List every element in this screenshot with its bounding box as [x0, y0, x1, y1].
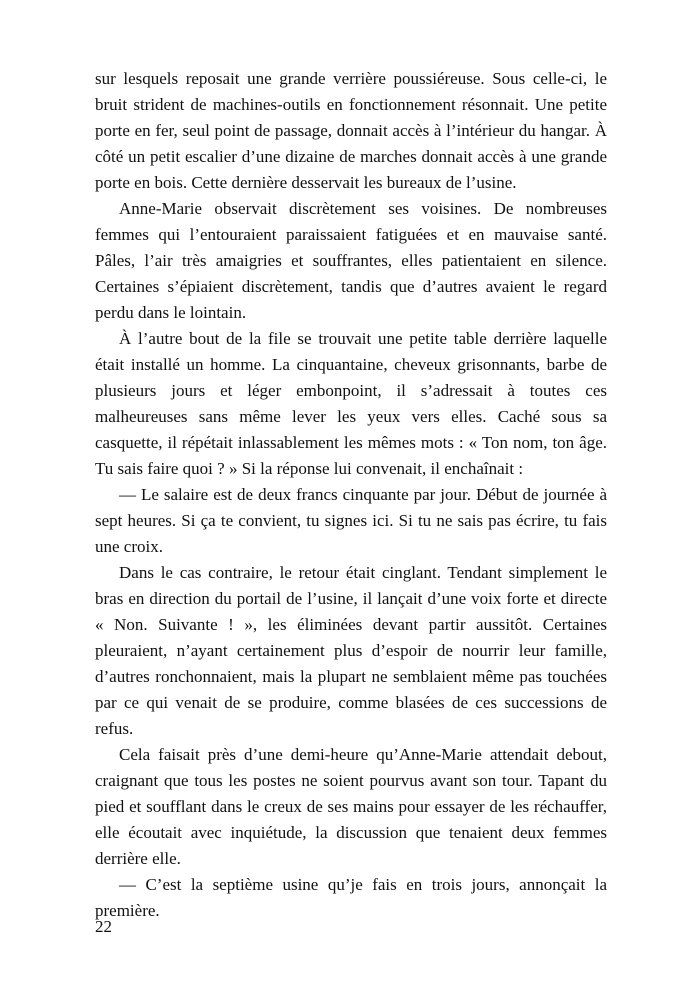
page-number: 22	[95, 917, 112, 936]
paragraph-5: Dans le cas contraire, le retour était cinglant. Tendant simplement le bras en direction du portail de l’usine, il lançait d’une voix forte et directe « Non. Suivante ! », les éliminées devant partir aussitôt. Certaines pleuraient, n’ayant certainement plus d’espoir de nourrir leur famille, d’autres ronchonnaient, mais la plupart ne semblaient même pas touchées par ce qui venait de se produire, comme blasées de ces successions de refus.	[95, 563, 607, 738]
paragraph-3: À l’autre bout de la file se trouvait une petite table derrière laquelle était installé un homme. La cinquantaine, cheveux grisonnants, barbe de plusieurs jours et léger embonpoint, il s’adressait à toutes ces malheureuses sans même lever les yeux vers elles. Caché sous sa casquette, il répétait inlassablement les mêmes mots : « Ton nom, ton âge. Tu sais faire quoi ? » Si la réponse lui convenait, il enchaînait :	[95, 329, 607, 478]
paragraph-2: Anne-Marie observait discrètement ses voisines. De nombreuses femmes qui l’entouraient paraissaient fatiguées et en mauvaise santé. Pâles, l’air très amaigries et souffrantes, elles patientaient en silence. Certaines s’épiaient discrètement, tandis que d’autres avaient le regard perdu dans le lointain.	[95, 199, 607, 322]
dialogue-paragraph-2: — C’est la septième usine qu’je fais en trois jours, annonçait la première.	[95, 875, 607, 920]
paragraph-6: Cela faisait près d’une demi-heure qu’Anne-Marie attendait debout, craignant que tous les postes ne soient pourvus avant son tour. Tapant du pied et soufflant dans le creux de ses mains pour essayer de les réchauffer, elle écoutait avec inquiétude, la discussion que tenaient deux femmes derrière elle.	[95, 745, 607, 868]
dialogue-paragraph-1: — Le salaire est de deux francs cinquante par jour. Début de journée à sept heures. Si ça te convient, tu signes ici. Si tu ne sais pas écrire, tu fais une croix.	[95, 485, 607, 556]
paragraph-1: sur lesquels reposait une grande verrière poussiéreuse. Sous celle-ci, le bruit strident de machines-outils en fonctionnement résonnait. Une petite porte en fer, seul point de passage, donnait accès à l’intérieur du hangar. À côté un petit escalier d’une dizaine de marches donnait accès à une grande porte en bois. Cette dernière desservait les bureaux de l’usine.	[95, 69, 607, 192]
page-body	[95, 66, 607, 924]
